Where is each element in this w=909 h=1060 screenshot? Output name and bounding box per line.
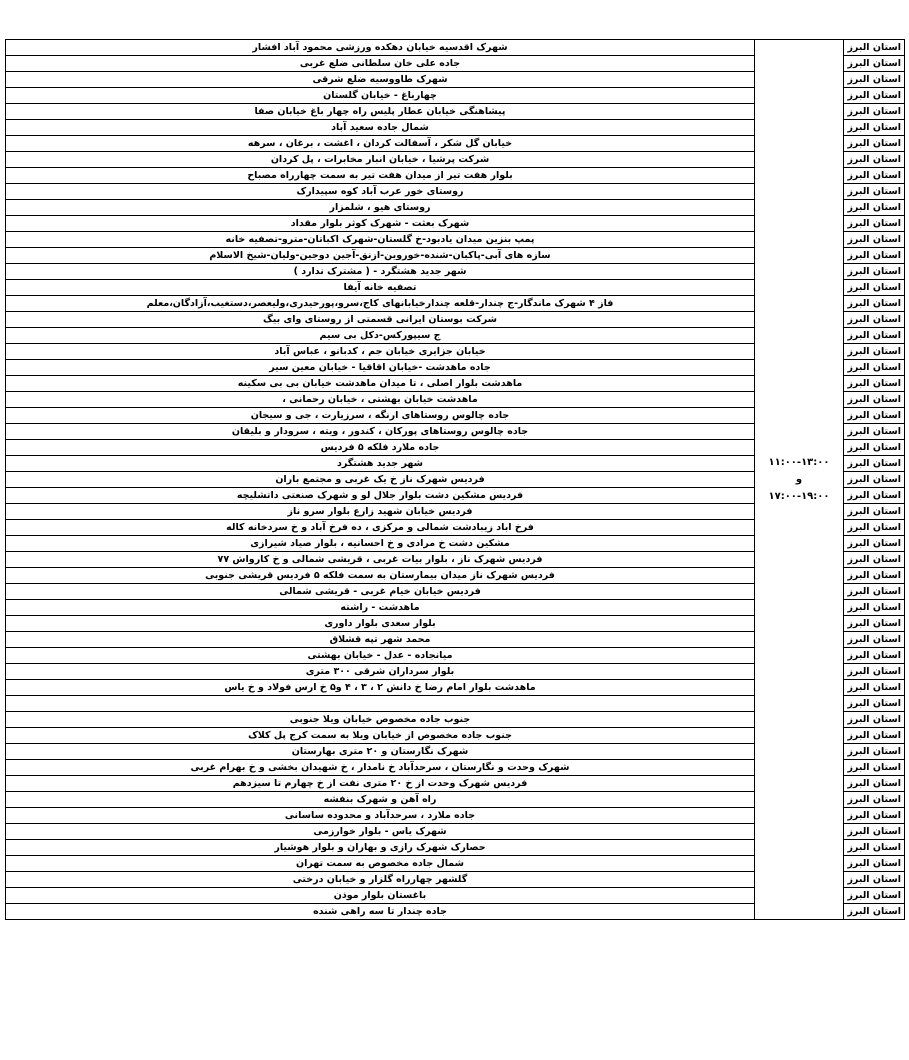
province-cell: استان البرز — [844, 136, 905, 152]
province-cell: استان البرز — [844, 200, 905, 216]
area-cell: ماهدشت خیابان بهشتی ، خیابان رحمانی ، — [6, 392, 755, 408]
area-cell: بلوار سعدی بلوار داوری — [6, 616, 755, 632]
province-cell: استان البرز — [844, 856, 905, 872]
province-cell: استان البرز — [844, 728, 905, 744]
province-cell: استان البرز — [844, 248, 905, 264]
area-cell: جاده چندار تا سه راهی شنده — [6, 904, 755, 920]
area-cell — [6, 696, 755, 712]
province-cell: استان البرز — [844, 840, 905, 856]
province-cell: استان البرز — [844, 40, 905, 56]
area-cell: فردیس خیابان خیام غربی - قریشی شمالی — [6, 584, 755, 600]
area-cell: شرکت پرشیا ، خیابان انبار مخابرات ، پل کردان — [6, 152, 755, 168]
province-cell: استان البرز — [844, 440, 905, 456]
province-cell: استان البرز — [844, 456, 905, 472]
province-cell: استان البرز — [844, 744, 905, 760]
area-cell: روستای خور عرب آباد کوه سپیدارک — [6, 184, 755, 200]
area-cell: شهر جدید هشتگرد — [6, 456, 755, 472]
area-cell: شهرک نگارستان و ۲۰ متری بهارستان — [6, 744, 755, 760]
province-cell: استان البرز — [844, 664, 905, 680]
area-cell: جاده چالوس روستاهای ارنگه ، سرزیارت ، جی و سیجان — [6, 408, 755, 424]
province-cell: استان البرز — [844, 616, 905, 632]
area-cell: فرخ اباد زیبادشت شمالی و مرکزی ، ده فرخ آباد و خ سردخانه کاله — [6, 520, 755, 536]
area-cell: بلوار سرداران شرقی ۳۰۰ متری — [6, 664, 755, 680]
province-cell: استان البرز — [844, 280, 905, 296]
province-cell: استان البرز — [844, 808, 905, 824]
area-cell: جاده علی خان سلطانی ضلع غربی — [6, 56, 755, 72]
province-cell: استان البرز — [844, 824, 905, 840]
area-cell: گلشهر چهارراه گلزار و خیابان درختی — [6, 872, 755, 888]
province-cell: استان البرز — [844, 712, 905, 728]
province-cell: استان البرز — [844, 536, 905, 552]
area-cell: فردیس شهرک ناز ، بلوار بیات غربی ، قریشی شمالی و خ کارواش ۷۷ — [6, 552, 755, 568]
area-cell: راه آهن و شهرک بنفشه — [6, 792, 755, 808]
province-cell: استان البرز — [844, 392, 905, 408]
area-cell: فردیس شهرک ناز میدان بیمارستان به سمت فلکه ۵ فردیس قریشی جنوبی — [6, 568, 755, 584]
area-cell: محمد شهر تپه قشلاق — [6, 632, 755, 648]
outage-schedule-table — [5, 39, 905, 920]
province-cell: استان البرز — [844, 760, 905, 776]
province-cell: استان البرز — [844, 312, 905, 328]
area-cell: پیشاهنگی خیابان عطار پلیس راه چهار باغ خیابان صفا — [6, 104, 755, 120]
area-cell: باغستان بلوار موذن — [6, 888, 755, 904]
area-cell: خیابان جزایری خیابان جم ، کدبانو ، عباس آباد — [6, 344, 755, 360]
area-cell: شهرک اقدسیه خیابان دهکده ورزشی محمود آباد افشار — [6, 40, 755, 56]
table-row — [6, 40, 905, 56]
area-cell: جاده ملارد ، سرحدآباد و محدوده ساسانی — [6, 808, 755, 824]
area-cell: فردیس مشکین دشت بلوار جلال لو و شهرک صنعتی داتشلیچه — [6, 488, 755, 504]
province-cell: استان البرز — [844, 792, 905, 808]
area-cell: شرکت بوستان ایرانی قسمتی از روستای وای بیگ — [6, 312, 755, 328]
outage-schedule-body — [6, 40, 905, 920]
area-cell: شهر جدید هشتگرد - ( مشترک ندارد ) — [6, 264, 755, 280]
area-cell: روستای هیو ، شلمزار — [6, 200, 755, 216]
province-cell: استان البرز — [844, 344, 905, 360]
area-cell: ج سیپورکس-دکل بی سیم — [6, 328, 755, 344]
province-cell: استان البرز — [844, 424, 905, 440]
province-cell: استان البرز — [844, 888, 905, 904]
area-cell: فردیس شهرک وحدت از خ ۲۰ متری نفت از خ چهارم تا سیزدهم — [6, 776, 755, 792]
province-cell: استان البرز — [844, 216, 905, 232]
province-cell: استان البرز — [844, 600, 905, 616]
area-cell: شهرک وحدت و نگارستان ، سرحدآباد خ نامدار ، خ شهیدان بخشی و خ بهرام غربی — [6, 760, 755, 776]
province-cell: استان البرز — [844, 104, 905, 120]
time-window-line2: ۱۷:۰۰-۱۹:۰۰ — [768, 491, 830, 502]
province-cell: استان البرز — [844, 296, 905, 312]
province-cell: استان البرز — [844, 120, 905, 136]
area-cell: جاده ملارد فلکه ۵ فردیس — [6, 440, 755, 456]
area-cell: حصارک شهرک رازی و بهاران و بلوار هوشیار — [6, 840, 755, 856]
province-cell: استان البرز — [844, 184, 905, 200]
area-cell: چهارباغ - خیابان گلستان — [6, 88, 755, 104]
province-cell: استان البرز — [844, 904, 905, 920]
area-cell: پمپ بنزین میدان یادبود-خ گلستان-شهرک اکباتان-مترو-تصفیه خانه — [6, 232, 755, 248]
area-cell: مشکین دشت خ مرادی و خ احسانیه ، بلوار صیاد شیرازی — [6, 536, 755, 552]
province-cell: استان البرز — [844, 584, 905, 600]
province-cell: استان البرز — [844, 696, 905, 712]
province-cell: استان البرز — [844, 56, 905, 72]
province-cell: استان البرز — [844, 488, 905, 504]
area-cell: بلوار هفت تیر از میدان هفت تیر به سمت چهارراه مصباح — [6, 168, 755, 184]
area-cell: جاده چالوس روستاهای پورکان ، کندور ، ویته ، سرودار و بلیقان — [6, 424, 755, 440]
area-cell: شهرک طاووسیه ضلع شرقی — [6, 72, 755, 88]
area-cell: خیابان گل شکر ، آسفالت کردان ، اغشت ، برغان ، سرهه — [6, 136, 755, 152]
province-cell: استان البرز — [844, 328, 905, 344]
area-cell: فردیس خیابان شهید زارع بلوار سرو ناز — [6, 504, 755, 520]
province-cell: استان البرز — [844, 504, 905, 520]
province-cell: استان البرز — [844, 232, 905, 248]
area-cell: جاده ماهدشت -خیابان اقاقیا - خیابان معین سیر — [6, 360, 755, 376]
area-cell: شهرک یاس - بلوار خوارزمی — [6, 824, 755, 840]
area-cell: فاز ۴ شهرک ماندگار-ج چندار-قلعه چندارخیابانهای کاج،سرو،پورحیدری،ولیعصر،دستغیب،آزادگان،معلم — [6, 296, 755, 312]
area-cell: میانجاده - عدل - خیابان بهشتی — [6, 648, 755, 664]
area-cell: جنوب جاده مخصوص خیابان ویلا جنوبی — [6, 712, 755, 728]
area-cell: شمال جاده سعید آباد — [6, 120, 755, 136]
area-cell: ماهدشت بلوار اصلی ، تا میدان ماهدشت خیابان بی بی سکینه — [6, 376, 755, 392]
time-window-conj: و — [795, 474, 803, 485]
time-window-line1: ۱۱:۰۰-۱۳:۰۰ — [768, 457, 830, 468]
area-cell: جنوب جاده مخصوص از خیابان ویلا به سمت کرج پل کلاک — [6, 728, 755, 744]
province-cell: استان البرز — [844, 88, 905, 104]
area-cell: ماهدشت بلوار امام رضا خ دانش ۲ ، ۳ ، ۴ و۵ خ ارس فولاد و خ یاس — [6, 680, 755, 696]
province-cell: استان البرز — [844, 552, 905, 568]
province-cell: استان البرز — [844, 872, 905, 888]
province-cell: استان البرز — [844, 408, 905, 424]
time-window-cell — [755, 40, 844, 920]
area-cell: تصفیه خانه آیفا — [6, 280, 755, 296]
area-cell: ماهدشت - راشته — [6, 600, 755, 616]
province-cell: استان البرز — [844, 360, 905, 376]
province-cell: استان البرز — [844, 72, 905, 88]
province-cell: استان البرز — [844, 776, 905, 792]
province-cell: استان البرز — [844, 472, 905, 488]
province-cell: استان البرز — [844, 376, 905, 392]
province-cell: استان البرز — [844, 168, 905, 184]
province-cell: استان البرز — [844, 680, 905, 696]
province-cell: استان البرز — [844, 520, 905, 536]
area-cell: فردیس شهرک ناز خ یک غربی و مجتمع باران — [6, 472, 755, 488]
area-cell: شهرک بعثت - شهرک کوثر بلوار مقداد — [6, 216, 755, 232]
province-cell: استان البرز — [844, 648, 905, 664]
area-cell: شمال جاده مخصوص به سمت تهران — [6, 856, 755, 872]
province-cell: استان البرز — [844, 632, 905, 648]
area-cell: سازه های آبی-پاکبان-شنده-خوروین-ازنق-آجین دوجین-ولیان-شیخ الاسلام — [6, 248, 755, 264]
province-cell: استان البرز — [844, 568, 905, 584]
province-cell: استان البرز — [844, 152, 905, 168]
province-cell: استان البرز — [844, 264, 905, 280]
